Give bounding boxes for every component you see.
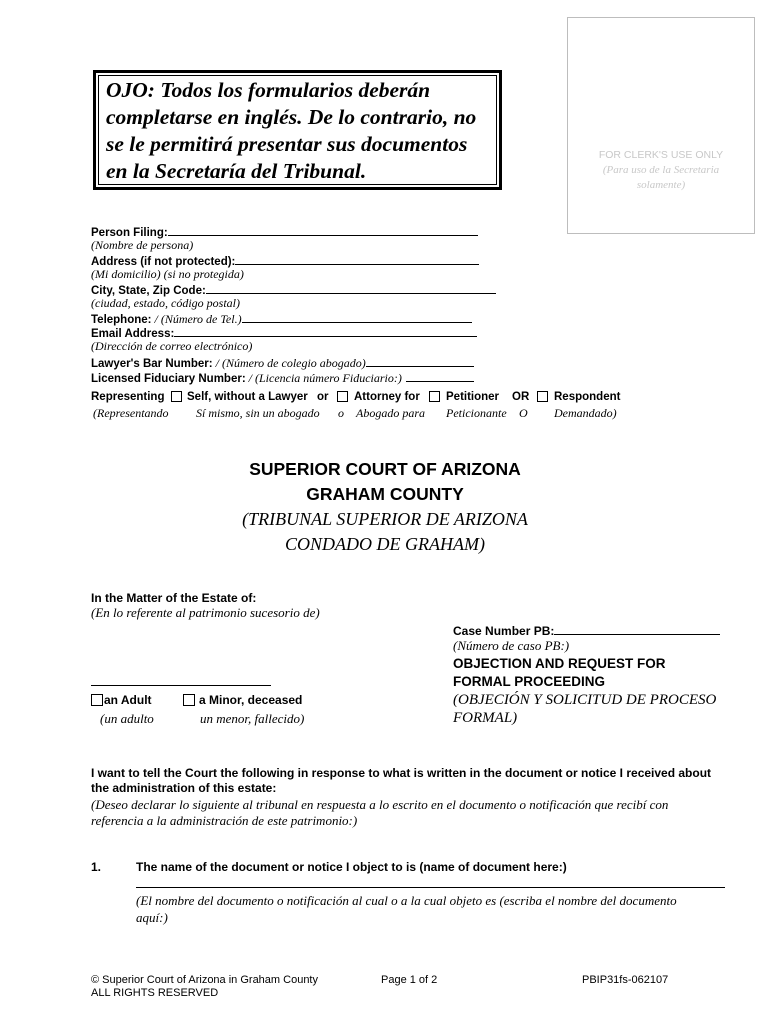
case-number-field[interactable]: [554, 622, 720, 635]
bar-number-es: / (Número de colegio abogado): [215, 356, 366, 370]
or-es: o: [338, 406, 344, 420]
person-filing-es: (Nombre de persona): [91, 238, 194, 252]
representing-es: (Representando: [93, 406, 169, 420]
statement-text-es: referencia a la administración de este patrimonio:): [91, 813, 358, 828]
or-label: OR: [512, 391, 530, 403]
clerk-box-subtitle: (Para uso de la Secretaria solamente): [602, 164, 720, 191]
self-es: Sí mismo, sin un abogado: [196, 406, 320, 420]
minor-label: a Minor, deceased: [199, 693, 303, 707]
address-field[interactable]: [235, 253, 479, 265]
city-field[interactable]: [206, 282, 496, 294]
respondent-label: Respondent: [554, 391, 621, 403]
clerk-box-title: FOR CLERK'S USE ONLY: [598, 149, 724, 161]
minor-es: un menor, fallecido): [200, 711, 305, 726]
item-text: The name of the document or notice I object to is (name of document here:): [136, 860, 567, 874]
statement-text: the administration of this estate:: [91, 781, 277, 795]
or-label: or: [317, 391, 329, 403]
county-title-es: CONDADO DE GRAHAM): [285, 534, 485, 554]
form-title: FORMAL PROCEEDING: [453, 674, 606, 689]
court-title-es: (TRIBUNAL SUPERIOR DE ARIZONA: [242, 509, 528, 529]
respondent-checkbox[interactable]: [537, 391, 548, 402]
petitioner-label: Petitioner: [446, 391, 500, 403]
fiduciary-field[interactable]: [406, 370, 474, 382]
notice-line: completarse en inglés. De lo contrario, no: [106, 105, 477, 129]
item-number: 1.: [91, 860, 102, 874]
form-title: OBJECTION AND REQUEST FOR: [453, 656, 666, 671]
item-text-es: (El nombre del documento o notificación al cual o a la cual objeto es (escriba el nombre del documento: [136, 893, 677, 908]
statement-text: I want to tell the Court the following in response to what is written in the document or notice I received about: [91, 766, 712, 780]
minor-checkbox[interactable]: [183, 694, 195, 706]
attorney-checkbox[interactable]: [337, 391, 348, 402]
fiduciary-row: [91, 370, 474, 386]
item-text-es: aquí:): [136, 910, 168, 925]
matter-label: In the Matter of the Estate of:: [91, 591, 257, 605]
court-title: SUPERIOR COURT OF ARIZONA: [249, 459, 521, 479]
document-name-field[interactable]: [136, 887, 725, 888]
footer-form-code: PBIP31fs-062107: [582, 974, 669, 986]
statement-text-es: (Deseo declarar lo siguiente al tribunal en respuesta a lo escrito en el documento o notificación que recibí con: [91, 797, 669, 812]
footer-rights: ALL RIGHTS RESERVED: [91, 987, 219, 999]
county-title: GRAHAM COUNTY: [306, 484, 464, 504]
address-label: Address (if not protected):: [91, 256, 236, 268]
bar-number-label: Lawyer's Bar Number:: [91, 358, 213, 370]
address-es: (Mi domicilio) (si no protegida): [91, 267, 244, 281]
notice-line: en la Secretaría del Tribunal.: [106, 159, 367, 183]
estate-name-field[interactable]: [91, 685, 271, 686]
adult-es: (un adulto: [100, 711, 154, 726]
case-number-label: Case Number PB:: [453, 624, 555, 638]
representing-label: Representing: [91, 391, 165, 403]
fiduciary-es: / (Licencia número Fiduciario:): [248, 371, 402, 385]
petitioner-es: Peticionante: [446, 406, 507, 420]
matter-label-es: (En lo referente al patrimonio sucesorio de): [91, 605, 320, 620]
telephone-es: / (Número de Tel.): [154, 312, 242, 326]
telephone-field[interactable]: [242, 311, 472, 323]
footer-page-number: Page 1 of 2: [381, 974, 438, 986]
petitioner-checkbox[interactable]: [429, 391, 440, 402]
person-filing-field[interactable]: [168, 224, 478, 236]
person-filing-label: Person Filing:: [91, 227, 168, 239]
notice-box: [93, 70, 502, 190]
self-label: Self, without a Lawyer: [187, 391, 308, 403]
email-es: (Dirección de correo electrónico): [91, 339, 253, 353]
case-number-es: (Número de caso PB:): [453, 638, 570, 653]
clerk-use-box: [567, 17, 755, 234]
self-checkbox[interactable]: [171, 391, 182, 402]
adult-checkbox[interactable]: [91, 694, 103, 706]
notice-line: OJO: Todos los formularios deberán: [106, 78, 431, 102]
city-es: (ciudad, estado, código postal): [91, 296, 240, 310]
fiduciary-label: Licensed Fiduciary Number:: [91, 373, 246, 385]
email-field[interactable]: [174, 325, 477, 337]
notice-line: se le permitirá presentar sus documentos: [106, 132, 468, 156]
footer-copyright: © Superior Court of Arizona in Graham County: [91, 974, 318, 986]
attorney-label: Attorney for: [354, 391, 420, 403]
attorney-es: Abogado para: [356, 406, 425, 420]
telephone-label: Telephone:: [91, 314, 152, 326]
email-label: Email Address:: [91, 328, 175, 340]
adult-label: an Adult: [104, 693, 152, 707]
bar-number-row: [91, 355, 474, 371]
bar-number-field[interactable]: [366, 355, 474, 367]
form-title-es: FORMAL): [453, 710, 518, 726]
form-title-es: (OBJECIÓN Y SOLICITUD DE PROCESO: [453, 692, 717, 708]
city-label: City, State, Zip Code:: [91, 285, 206, 297]
or-es: O: [519, 406, 528, 420]
respondent-es: Demandado): [554, 406, 617, 420]
notice-text: [106, 77, 498, 185]
